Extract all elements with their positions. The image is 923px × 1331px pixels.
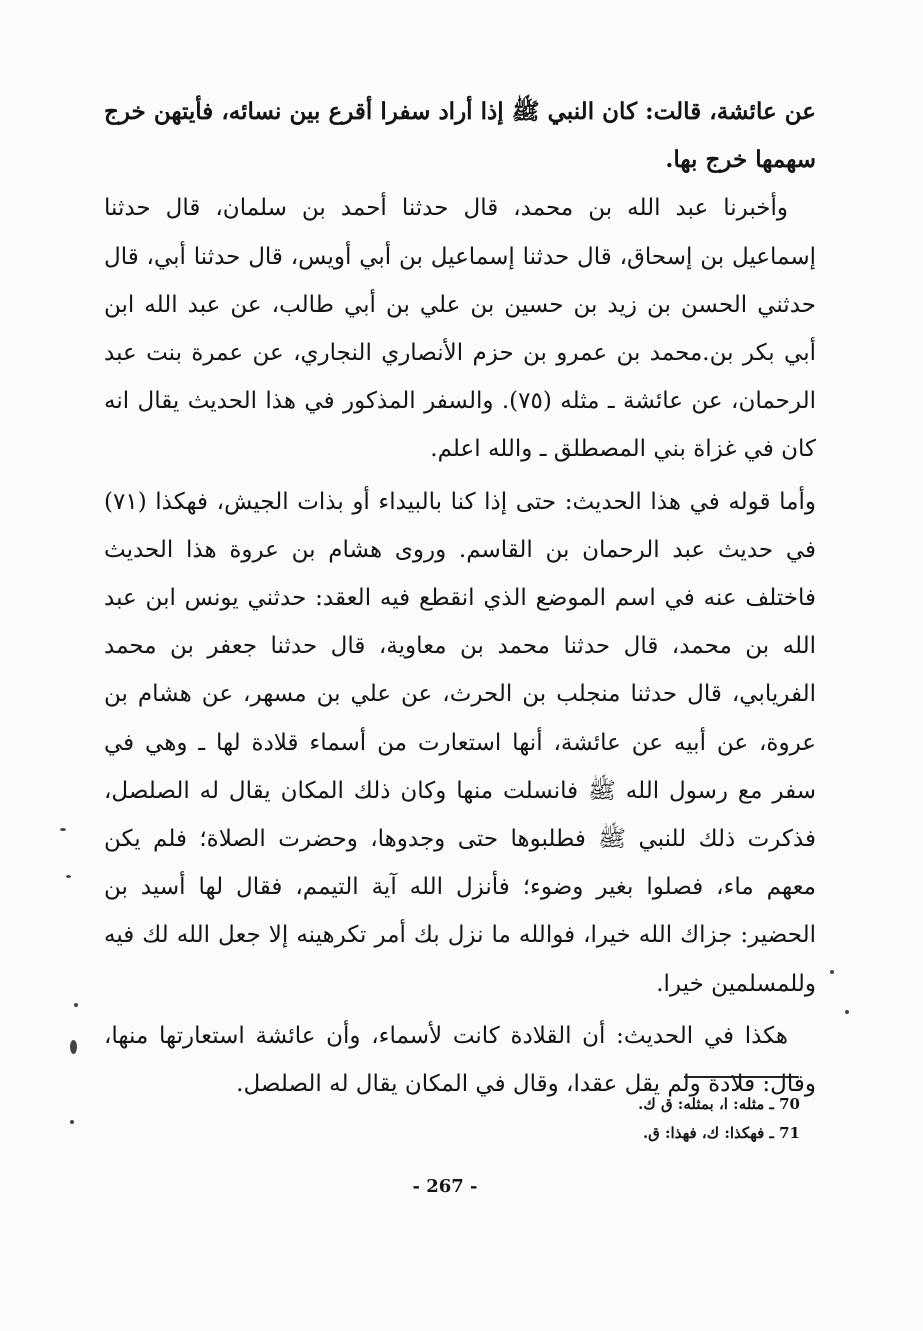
scan-speck [845,1010,849,1014]
main-text [104,88,816,1108]
footnotes [560,1090,800,1148]
page-number: - 267 - [412,1176,478,1197]
footnote-71: 71 ـ فهكذا: ك، فهذا: ق. [642,1124,800,1142]
scan-speck [830,970,834,974]
paragraph-2: وأخبرنا عبد الله بن محمد، قال حدثنا أحمد بن سلمان، قال حدثنا إسماعيل بن إسحاق، قال حدثنا إسماعيل بن أبي أويس، قال حدثنا أبي، قال حدثني الحسن بن زيد بن حسين بن علي بن أبي طالب، عن عبد الله ابن أبي بكر بن.محمد بن عمرو بن حزم الأنصاري النجاري، عن عمرة بنت عبد الرحمان، عن عائشة ـ مثله (٧٥). والسفر المذكور في هذا الحديث يقال انه كان في غزاة بني المصطلق ـ والله اعلم. [104,195,816,463]
paragraph-4: هكذا في الحديث: أن القلادة كانت لأسماء، وأن عائشة استعارتها منها، وقال: قلادة ولم يقل عقدا، وقال في المكان يقال له الصلصل. [104,1022,816,1098]
scan-speck [70,1120,74,1124]
footnote-70: 70 ـ مثله: ا، بمثله: ق ك. [638,1095,800,1113]
scan-speck [60,828,66,831]
scan-speck [74,1003,78,1007]
paragraph-1: عن عائشة، قالت: كان النبي ﷺ إذا أراد سفرا أقرع بين نسائه، فأيتهن خرج سهمها خرج بها. [104,98,816,174]
scan-speck [66,875,71,878]
scan-speck [70,1040,77,1054]
footnote-divider [684,1076,798,1078]
paragraph-3: وأما قوله في هذا الحديث: حتى إذا كنا بالبيداء أو بذات الجيش، فهكذا (٧١) في حديث عبد الرحمان بن القاسم. وروى هشام بن عروة هذا الحديث فاختلف عنه في اسم الموضع الذي انقطع فيه العقد: حدثني يونس ابن عبد الله بن محمد، قال حدثنا محمد بن معاوية، قال حدثنا جعفر بن محمد الفريابي، قال حدثنا منجلب بن الحرث، عن علي بن مسهر، عن هشام بن عروة، عن أبيه عن عائشة، أنها استعارت من أسماء قلادة لها ـ وهي في سفر مع رسول الله ﷺ فانسلت منها وكان ذلك المكان يقال له الصلصل، فذكرت ذلك للنبي ﷺ فطلبوها حتى وجدوها، وحضرت الصلاة؛ فلم يكن معهم ماء، فصلوا بغير وضوء؛ فأنزل الله آية التيمم، فقال لها أسيد بن الحضير: جزاك الله خيرا، فوالله ما نزل بك أمر تكرهينه إلا جعل الله لك فيه وللمسلمين خيرا. [104,488,816,997]
